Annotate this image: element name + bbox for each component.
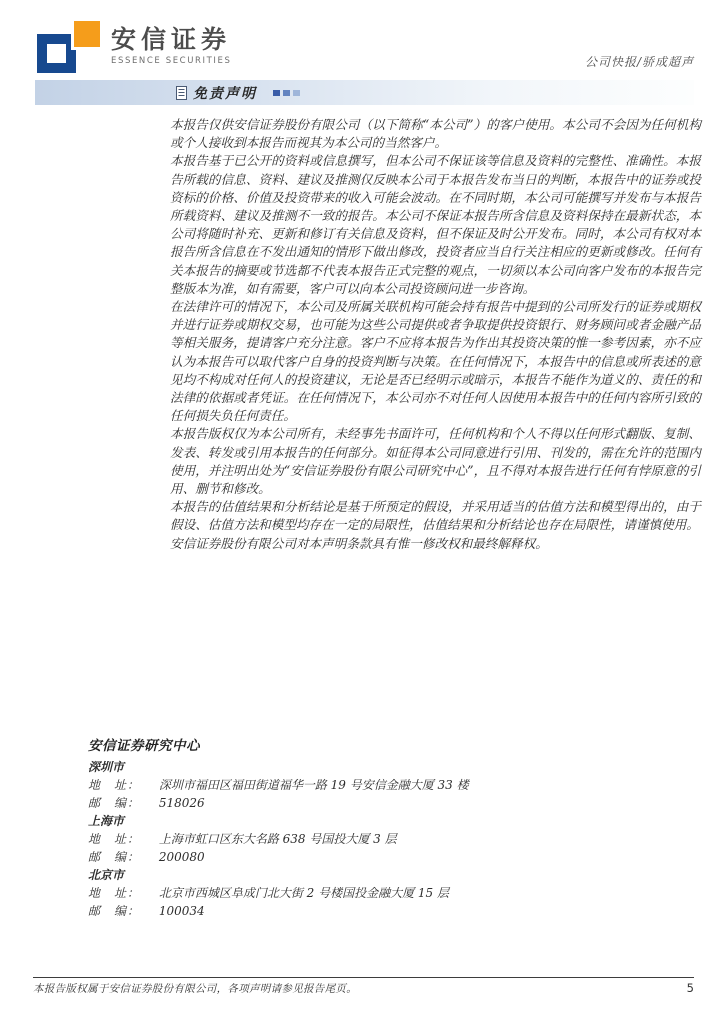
address-value: 深圳市福田区福田街道福华一路 19 号安信金融大厦 33 楼 — [158, 778, 469, 792]
address-value: 上海市虹口区东大名路 638 号国投大厦 3 层 — [158, 832, 397, 846]
zip-value: 200080 — [158, 850, 205, 864]
office-address-row — [88, 776, 648, 794]
research-center-block — [88, 736, 648, 920]
brand-name-cn: 安信证券 — [111, 25, 232, 54]
zip-label: 邮 编： — [88, 904, 141, 918]
office-zip-row — [88, 794, 648, 812]
zip-label: 邮 编： — [88, 796, 141, 810]
disclaimer-paragraph: 本报告基于已公开的资料或信息撰写，但本公司不保证该等信息及资料的完整性、准确性。本报告所载的信息、资料、建议及推测仅反映本公司于本报告发布当日的判断，本报告中的证券或投资标的价格、价值及投资带来的收入可能会波动。在不同时期，本公司可能撰写并发布与本报告所载资料、建议及推测不一致的报告。本公司不保证本报告所含信息及资料保持在最新状态，本公司将随时补充、更新和修订有关信息及资料，但不保证及时公开发布。同时，本公司有权对本报告所含信息在不发出通知的情形下做出修改，投资者应当自行关注相应的更新或修改。任何有关本报告的摘要或节选都不代表本报告正式完整的观点，一切须以本公司向客户发布的本报告完整版本为准，如有需要，客户可以向本公司投资顾问进一步咨询。 — [170, 153, 701, 296]
office-city: 上海市 — [88, 814, 125, 828]
essence-securities-logo-icon — [35, 21, 103, 73]
footer-copyright: 本报告版权属于安信证券股份有限公司，各项声明请参见报告尾页。 — [33, 983, 357, 995]
office-zip-row — [88, 902, 648, 920]
office-city: 深圳市 — [88, 760, 125, 774]
page-number: 5 — [686, 981, 694, 995]
office-city: 北京市 — [88, 868, 125, 882]
brand-block — [111, 25, 232, 67]
zip-value: 100034 — [158, 904, 205, 918]
decorative-squares-icon — [273, 90, 300, 96]
disclaimer-paragraph: 本报告的估值结果和分析结论是基于所预定的假设，并采用适当的估值方法和模型得出的，由于假设、估值方法和模型均存在一定的局限性，估值结果和分析结论也存在局限性，请谨慎使用。 — [170, 499, 701, 533]
address-label: 地 址： — [88, 832, 141, 846]
document-icon — [176, 86, 187, 100]
office-address-row — [88, 884, 648, 902]
section-title: 免责声明 — [193, 85, 257, 102]
disclaimer-section-bar — [35, 80, 694, 105]
research-center-title: 安信证券研究中心 — [88, 738, 200, 754]
deco-square-light — [293, 90, 300, 96]
zip-value: 518026 — [158, 796, 205, 810]
address-label: 地 址： — [88, 778, 141, 792]
deco-square-dark — [273, 90, 280, 96]
page-footer — [33, 977, 694, 996]
office-address-row — [88, 830, 648, 848]
office-zip-row — [88, 848, 648, 866]
report-category-tag: 公司快报/骄成超声 — [584, 55, 694, 69]
disclaimer-paragraph: 本报告仅供安信证券股份有限公司（以下简称“本公司”）的客户使用。本公司不会因为任何机构或个人接收到本报告而视其为本公司的当然客户。 — [170, 117, 701, 151]
office-shenzhen — [88, 758, 648, 812]
office-shanghai — [88, 812, 648, 866]
disclaimer-paragraph: 本报告版权仅为本公司所有，未经事先书面许可，任何机构和个人不得以任何形式翻版、复制、发表、转发或引用本报告的任何部分。如征得本公司同意进行引用、刊发的，需在允许的范围内使用，并注明出处为“安信证券股份有限公司研究中心”，且不得对本报告进行任何有悖原意的引用、删节和修改。 — [170, 426, 701, 497]
address-label: 地 址： — [88, 886, 141, 900]
report-header — [35, 21, 694, 75]
address-value: 北京市西城区阜成门北大街 2 号楼国投金融大厦 15 层 — [158, 886, 449, 900]
logo-orange-square — [71, 21, 100, 50]
brand-name-en: ESSENCE SECURITIES — [111, 56, 232, 66]
disclaimer-body — [170, 116, 701, 553]
disclaimer-paragraph: 在法律许可的情况下，本公司及所属关联机构可能会持有报告中提到的公司所发行的证券或期权并进行证券或期权交易，也可能为这些公司提供或者争取提供投资银行、财务顾问或者金融产品等相关服务，提请客户充分注意。客户不应将本报告为作出其投资决策的惟一参考因素，亦不应认为本报告可以取代客户自身的投资判断与决策。在任何情况下，本报告中的信息或所表述的意见均不构成对任何人的投资建议，无论是否已经明示或暗示，本报告不能作为道义的、责任的和法律的依据或者凭证。在任何情况下，本公司亦不对任何人因使用本报告中的任何内容所引致的任何损失负任何责任。 — [170, 299, 701, 424]
disclaimer-paragraph: 安信证券股份有限公司对本声明条款具有惟一修改权和最终解释权。 — [170, 535, 548, 551]
zip-label: 邮 编： — [88, 850, 141, 864]
office-beijing — [88, 866, 648, 920]
deco-square-mid — [283, 90, 290, 96]
